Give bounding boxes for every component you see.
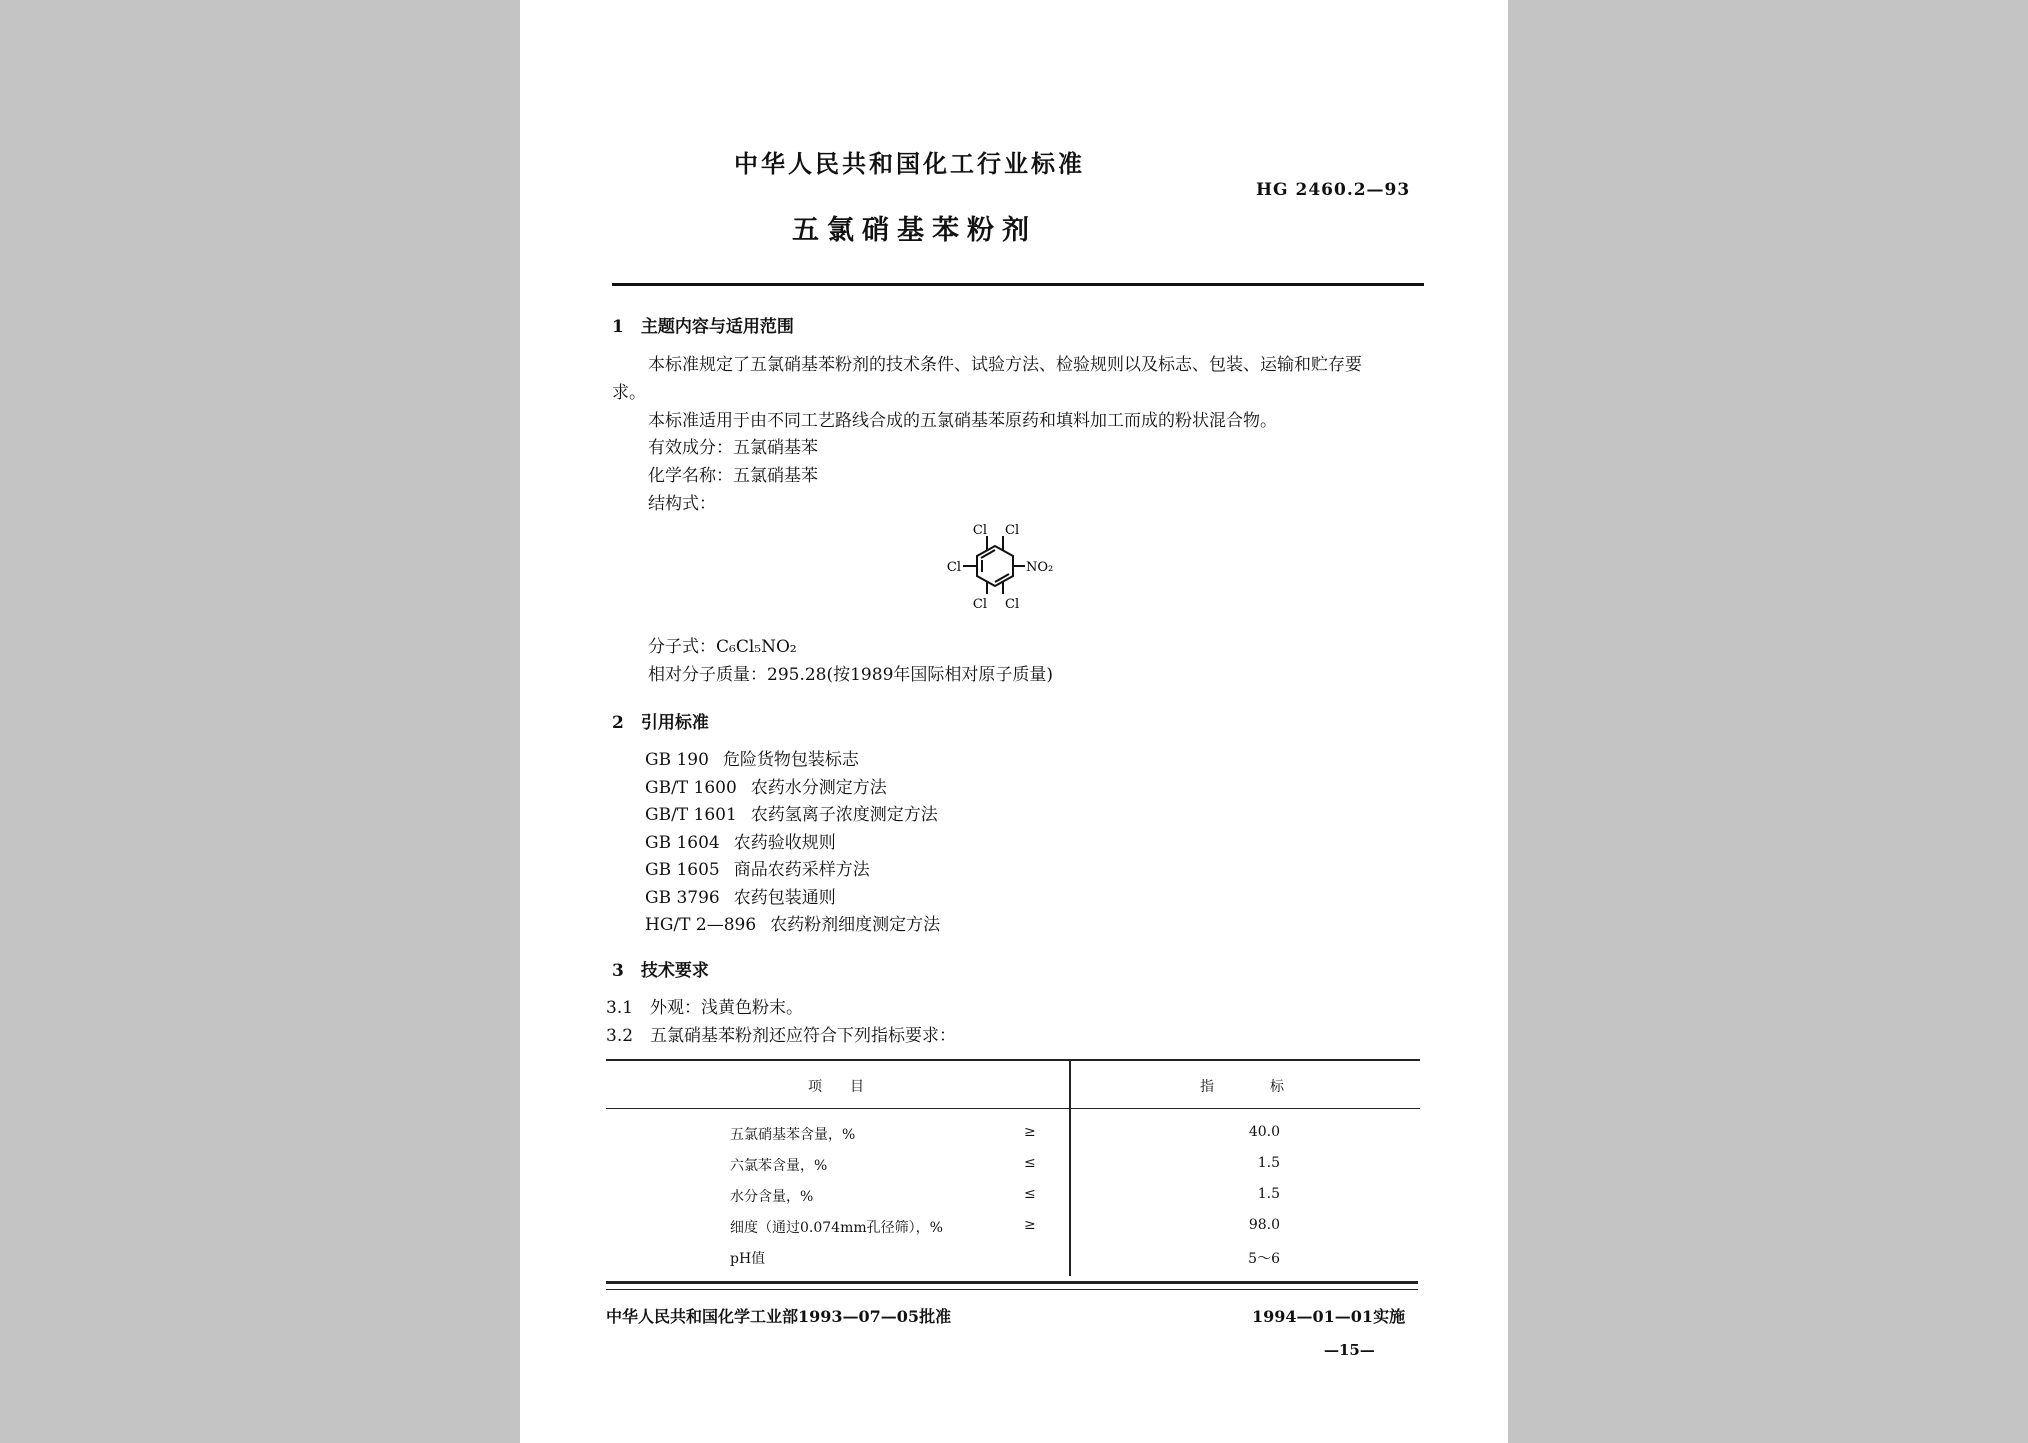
- reference-item: [645, 828, 836, 853]
- molecular-mass: 相对分子质量：295.28(按1989年国际相对原子质量): [648, 665, 1054, 685]
- chemical-name: 化学名称：五氯硝基苯: [648, 466, 818, 486]
- effective-date: 1994—01—01实施: [1252, 1307, 1406, 1326]
- reference-title: 农药验收规则: [733, 832, 836, 853]
- section-2-heading: 2 引用标准: [612, 713, 709, 733]
- formula-label: 分子式：: [648, 637, 716, 657]
- reference-title: 农药水分测定方法: [750, 777, 887, 798]
- structure-cl-top-left: Cl: [972, 523, 987, 538]
- table-header-index: 指 标: [1200, 1079, 1284, 1095]
- table-cell-item: 细度（通过0.074mm孔径筛），%: [730, 1220, 943, 1236]
- table-cell-operator: ≥: [1024, 1217, 1036, 1233]
- reference-item: [645, 745, 859, 770]
- reference-item: [645, 883, 836, 908]
- approval-line: 中华人民共和国化学工业部1993—07—05批准: [606, 1307, 952, 1326]
- page-number: —15—: [1324, 1341, 1375, 1359]
- document-page: [520, 0, 1508, 1443]
- table-cell-value: 5～6: [1248, 1251, 1280, 1267]
- table-cell-operator: ≤: [1024, 1186, 1036, 1202]
- structure-cl-left: Cl: [946, 560, 961, 575]
- reference-title: 农药包装通则: [733, 887, 836, 908]
- structure-cl-bottom-left: Cl: [972, 597, 987, 612]
- section-1-para-2: 本标准适用于由不同工艺路线合成的五氯硝基苯原药和填料加工而成的粉状混合物。: [648, 411, 1277, 431]
- standard-code: HG 2460.2—93: [1256, 180, 1411, 200]
- reference-code: GB/T 1601: [645, 805, 737, 825]
- table-cell-value: 40.0: [1248, 1124, 1280, 1140]
- table-cell-value: 1.5: [1257, 1155, 1280, 1171]
- reference-code: HG/T 2—896: [645, 915, 757, 935]
- table-cell-item: 水分含量，%: [730, 1189, 814, 1205]
- reference-title: 商品农药采样方法: [733, 860, 870, 880]
- footer-rule-2: [606, 1289, 1418, 1290]
- reference-code: GB 3796: [645, 887, 720, 908]
- issuing-organization: 中华人民共和国化工行业标准: [734, 149, 1085, 178]
- structure-cl-bottom-right: Cl: [1005, 597, 1020, 612]
- reference-code: GB 1605: [645, 860, 720, 880]
- molecular-formula: C₆Cl₅NO₂: [716, 637, 797, 657]
- active-ingredient: 有效成分：五氯硝基苯: [648, 438, 818, 458]
- table-top-rule: [606, 1059, 1420, 1061]
- structure-cl-top-right: Cl: [1005, 523, 1020, 538]
- table-column-divider: [1069, 1061, 1071, 1276]
- structure-no2: NO₂: [1026, 560, 1054, 575]
- reference-title: 危险货物包装标志: [722, 750, 859, 770]
- section-1-heading: 1 主题内容与适用范围: [612, 317, 794, 337]
- table-cell-item: 五氯硝基苯含量，%: [730, 1127, 856, 1143]
- table-cell-item: 六氯苯含量，%: [730, 1158, 828, 1174]
- reference-item: [645, 855, 870, 880]
- table-cell-value: 98.0: [1248, 1217, 1280, 1233]
- reference-code: GB 190: [645, 750, 709, 770]
- footer-rule-1: [606, 1281, 1418, 1284]
- reference-code: GB/T 1600: [645, 777, 737, 798]
- section-3-1: 3.1 外观：浅黄色粉末。: [606, 998, 804, 1018]
- section-3-2: 3.2 五氯硝基苯粉剂还应符合下列指标要求：: [606, 1026, 957, 1046]
- section-1-para-1-cont: 求。: [612, 383, 646, 403]
- document-title: 五氯硝基苯粉剂: [792, 215, 1037, 246]
- table-header-item: 项 目: [808, 1079, 864, 1095]
- reference-title: 农药粉剂细度测定方法: [770, 915, 941, 935]
- header-rule: [612, 283, 1424, 286]
- table-header-rule: [606, 1108, 1420, 1109]
- reference-code: GB 1604: [645, 832, 720, 853]
- table-cell-operator: ≥: [1024, 1124, 1036, 1140]
- reference-item: [645, 800, 938, 825]
- structural-formula: [935, 522, 1055, 614]
- reference-title: 农药氢离子浓度测定方法: [750, 805, 938, 825]
- section-3-heading: 3 技术要求: [612, 961, 709, 981]
- reference-item: [645, 910, 940, 935]
- molecular-formula-line: [648, 632, 797, 657]
- table-cell-value: 1.5: [1257, 1186, 1280, 1202]
- reference-item: [645, 773, 887, 798]
- section-1-para-1: 本标准规定了五氯硝基苯粉剂的技术条件、试验方法、检验规则以及标志、包装、运输和贮存要: [648, 355, 1362, 375]
- table-cell-item: pH值: [730, 1251, 766, 1267]
- table-cell-operator: ≤: [1024, 1155, 1036, 1171]
- structure-label: 结构式：: [648, 494, 716, 514]
